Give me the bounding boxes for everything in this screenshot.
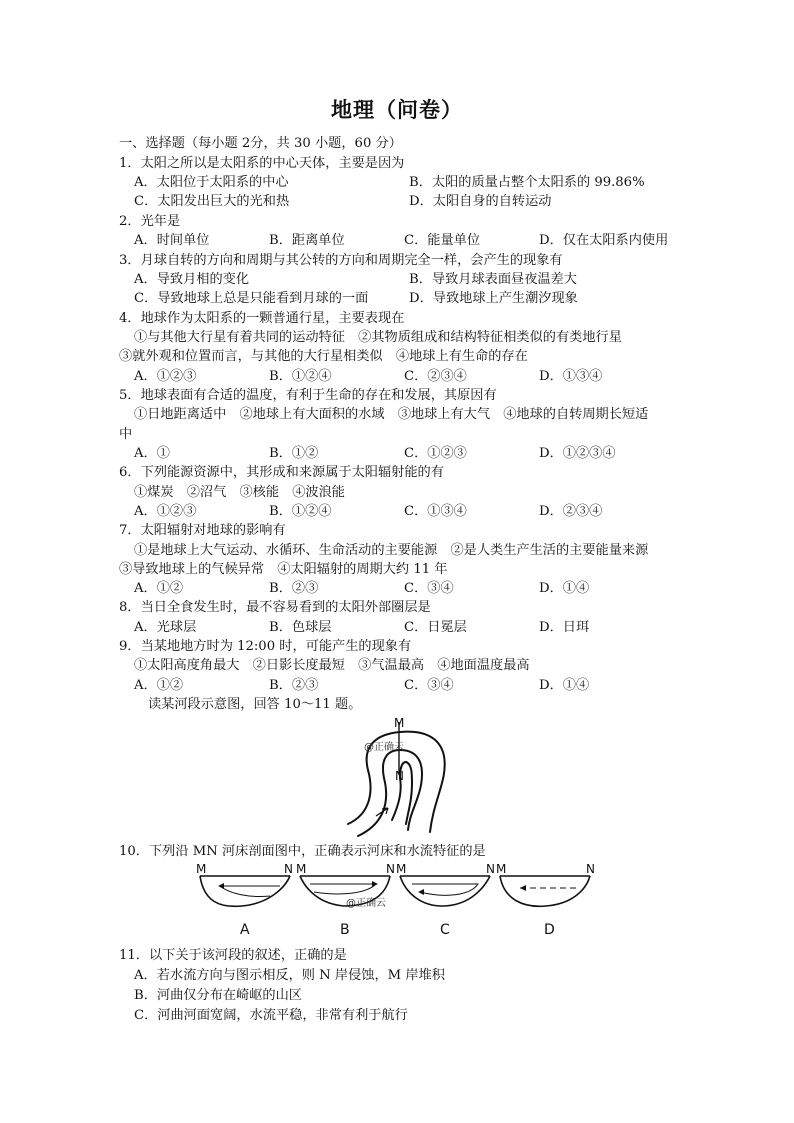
q7-option-c: C．③④ bbox=[404, 581, 454, 596]
q6-option-a: A．①②③ bbox=[134, 504, 197, 519]
profile-c-label-n: N bbox=[486, 862, 495, 876]
q2-option-c: C．能量单位 bbox=[404, 233, 481, 248]
q6-option-d: D．②③④ bbox=[539, 504, 603, 519]
profile-c-bed bbox=[400, 876, 490, 906]
q7-option-d: D．①④ bbox=[539, 581, 590, 596]
q2-option-a: A．时间单位 bbox=[134, 233, 210, 248]
profile-a-letter: A bbox=[240, 922, 250, 938]
q5-option-d: D．①②③④ bbox=[539, 446, 616, 461]
section-heading: 一、选择题（每小题 2分，共 30 小题，60 分） bbox=[119, 136, 402, 151]
profile-c-arrow bbox=[418, 889, 424, 895]
question-2-stem: 2．光年是 bbox=[119, 214, 181, 229]
q7-option-b: B．②③ bbox=[269, 581, 319, 596]
profile-b-label-n: N bbox=[386, 862, 395, 876]
map-watermark: @正确云 bbox=[364, 742, 404, 753]
q1-option-a: A．太阳位于太阳系的中心 bbox=[134, 175, 289, 190]
q1-option-d: D．太阳自身的自转运动 bbox=[409, 194, 552, 209]
question-11-stem: 11．以下关于该河段的叙述，正确的是 bbox=[119, 948, 347, 963]
q9-option-d: D．①④ bbox=[539, 678, 590, 693]
page-title: 地理（问卷） bbox=[331, 97, 463, 122]
q2-option-d: D．仅在太阳系内使用 bbox=[539, 233, 669, 248]
profile-a-label-n: N bbox=[284, 862, 293, 876]
q5-option-a: A．① bbox=[134, 446, 170, 461]
question-9-stem: 9．当某地地方时为 12:00 时，可能产生的现象有 bbox=[119, 639, 412, 654]
q3-option-c: C．导致地球上总是只能看到月球的一面 bbox=[134, 291, 369, 306]
q7-statements-2: ③导致地球上的气候异常 ④太阳辐射的周期大约 11 年 bbox=[119, 562, 448, 577]
q6-option-c: C．①③④ bbox=[404, 504, 467, 519]
q11-option-c: C．河曲河面宽阔，水流平稳，非常有利于航行 bbox=[134, 1008, 408, 1023]
profile-b-letter: B bbox=[340, 922, 350, 938]
question-7-stem: 7．太阳辐射对地球的影响有 bbox=[119, 523, 286, 538]
profile-a-label-m: M bbox=[196, 862, 207, 876]
question-6-stem: 6．下列能源资源中，其形成和来源属于太阳辐射能的有 bbox=[119, 465, 444, 480]
question-8-stem: 8．当日全食发生时，最不容易看到的太阳外部圈层是 bbox=[119, 600, 431, 615]
q9-option-c: C．③④ bbox=[404, 678, 454, 693]
q5-statements-2: 中 bbox=[119, 427, 133, 442]
q4-option-c: C．②③④ bbox=[404, 369, 467, 384]
q4-statements-2: ③就外观和位置而言，与其他的大行星相类似 ④地球上有生命的存在 bbox=[119, 349, 528, 364]
read-figure-prompt: 读某河段示意图，回答 10～11 题。 bbox=[148, 697, 362, 712]
q11-option-a: A．若水流方向与图示相反，则 N 岸侵蚀，M 岸堆积 bbox=[134, 968, 445, 983]
q6-option-b: B．①②④ bbox=[269, 504, 332, 519]
q4-statements-1: ①与其他大行星有着共同的运动特征 ②其物质组成和结构特征相类似的有类地行星 bbox=[134, 330, 622, 345]
question-1-stem: 1．太阳之所以是太阳系的中心天体，主要是因为 bbox=[119, 156, 405, 171]
riverbed-profiles bbox=[190, 862, 610, 942]
profile-b-flow bbox=[310, 884, 376, 894]
profile-b-label-m: M bbox=[296, 862, 307, 876]
q3-option-b: B．导致月球表面昼夜温差大 bbox=[409, 272, 577, 287]
q9-statements-1: ①太阳高度角最大 ②日影长度最短 ③气温最高 ④地面温度最高 bbox=[134, 658, 530, 673]
q3-option-a: A．导致月相的变化 bbox=[134, 272, 250, 287]
q7-statements-1: ①是地球上大气运动、水循环、生命活动的主要能源 ②是人类生产生活的主要能量来源 bbox=[134, 543, 649, 558]
profile-a-flow bbox=[220, 886, 280, 897]
question-3-stem: 3．月球自转的方向和周期与其公转的方向和周期完全一样，会产生的现象有 bbox=[119, 253, 563, 268]
map-label-m: M bbox=[394, 716, 405, 730]
q3-option-d: D．导致地球上产生潮汐现象 bbox=[409, 291, 578, 306]
q9-option-a: A．①② bbox=[134, 678, 184, 693]
q5-statements-1: ①日地距离适中 ②地球上有大面积的水域 ③地球上有大气 ④地球的自转周期长短适 bbox=[134, 407, 649, 422]
profile-d-letter: D bbox=[544, 922, 555, 938]
profile-c-letter: C bbox=[440, 922, 450, 938]
q11-option-b: B．河曲仅分布在崎岖的山区 bbox=[134, 988, 302, 1003]
question-4-stem: 4．地球作为太阳系的一颗普通行星，主要表现在 bbox=[119, 311, 405, 326]
q7-option-a: A．①② bbox=[134, 581, 184, 596]
q5-option-b: B．①② bbox=[269, 446, 319, 461]
river-meander-map bbox=[330, 712, 470, 842]
profile-d-label-m: M bbox=[496, 862, 507, 876]
profile-d-bed bbox=[500, 876, 590, 906]
question-10-stem: 10．下列沿 MN 河床剖面图中，正确表示河床和水流特征的是 bbox=[119, 844, 486, 859]
question-5-stem: 5．地球表面有合适的温度，有利于生命的存在和发展，其原因有 bbox=[119, 388, 497, 403]
q6-statements-1: ①煤炭 ②沼气 ③核能 ④波浪能 bbox=[134, 485, 345, 500]
map-label-n: N bbox=[395, 769, 404, 783]
q1-option-b: B．太阳的质量占整个太阳系的 99.86% bbox=[409, 175, 645, 190]
profile-a-bed bbox=[200, 876, 290, 906]
q9-option-b: B．②③ bbox=[269, 678, 319, 693]
q1-option-c: C．太阳发出巨大的光和热 bbox=[134, 194, 290, 209]
profile-a-arrow bbox=[218, 883, 224, 889]
q8-option-b: B．色球层 bbox=[269, 620, 332, 635]
profile-d-label-n: N bbox=[586, 862, 595, 876]
q8-option-c: C．日冕层 bbox=[404, 620, 467, 635]
q4-option-a: A．①②③ bbox=[134, 369, 197, 384]
profile-b-arrow bbox=[372, 881, 378, 887]
q8-option-d: D．日珥 bbox=[539, 620, 590, 635]
q4-option-d: D．①③④ bbox=[539, 369, 603, 384]
q8-option-a: A．光球层 bbox=[134, 620, 197, 635]
q2-option-b: B．距离单位 bbox=[269, 233, 345, 248]
q4-option-b: B．①②④ bbox=[269, 369, 332, 384]
profiles-watermark: @正确云 bbox=[346, 898, 386, 909]
q5-option-c: C．①②③ bbox=[404, 446, 467, 461]
profile-d-arrow bbox=[520, 885, 526, 891]
profile-c-label-m: M bbox=[396, 862, 407, 876]
